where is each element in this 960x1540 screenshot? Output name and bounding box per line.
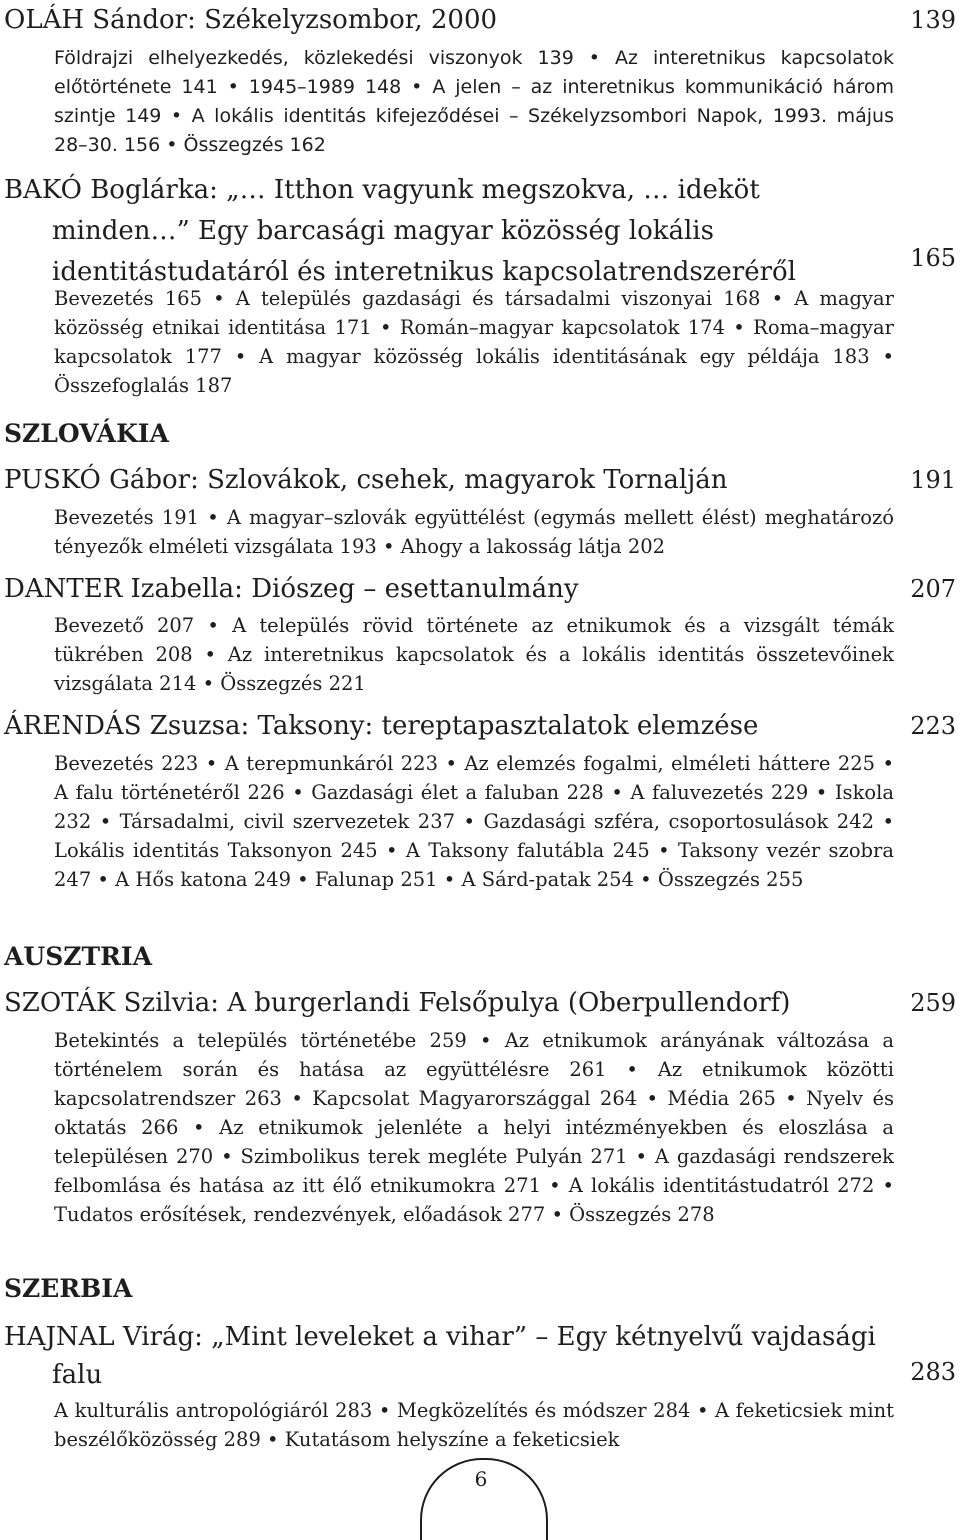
entry-summary: Betekintés a település történetébe 259 • Az etnikumok arányának változása a történelem során és hatása az együttélésre 261 • Az etnikumok közötti kapcsolatrendszer 263 • Kapcsolat Magyarországgal 264 • Média 265 • Nyelv és oktatás 266 • Az etnikumok jelenléte a helyi intézményekben és eloszlása a településen 270 • Szimbolikus terek megléte Pulyán 271 • A gazdasági rendszerek felbomlása és hatása az itt élő etnikumokra 271 • A lokális identitástudatról 272 • Tudatos erősítések, rendezvények, előadások 277 • Összegzés 278: [54, 1029, 894, 1226]
entry-page-number: 259: [910, 989, 956, 1017]
page-number: 6: [474, 1467, 488, 1491]
entry-title[interactable]: [4, 1318, 894, 1394]
entry-page-number: 191: [910, 466, 956, 494]
entry-title[interactable]: PUSKÓ Gábor: Szlovákok, csehek, magyarok Tornalján: [4, 465, 728, 495]
entry-title-text: HAJNAL Virág: „Mint leveleket a vihar” – Egy kétnyelvű vajdasági falu: [4, 1322, 876, 1390]
entry-summary: A kulturális antropológiáról 283 • Megközelítés és módszer 284 • A feketicsiek mint beszélőközösség 289 • Kutatásom helyszíne a feketicsiek: [54, 1399, 894, 1451]
section-heading: AUSZTRIA: [4, 942, 152, 971]
entry-summary: Földrajzi elhelyezkedés, közlekedési viszonyok 139 • Az interetnikus kapcsolatok előtörténete 141 • 1945–1989 148 • A jelen – az interetnikus kommunikáció három szintje 149 • A lokális identitás kifejeződései – Székelyzsombori Napok, 1993. május 28–30. 156 • Összegzés 162: [54, 47, 894, 156]
entry-page-number: 165: [910, 244, 956, 272]
entry-title[interactable]: DANTER Izabella: Diószeg – esettanulmány: [4, 574, 579, 604]
entry-title[interactable]: OLÁH Sándor: Székelyzsombor, 2000: [4, 5, 498, 35]
entry-page-number: 283: [910, 1358, 956, 1386]
section-heading: SZLOVÁKIA: [4, 419, 169, 448]
entry-summary: Bevezetés 223 • A terepmunkáról 223 • Az elemzés fogalmi, elméleti háttere 225 • A falu történetéről 226 • Gazdasági élet a faluban 228 • A faluvezetés 229 • Iskola 232 • Társadalmi, civil szervezetek 237 • Gazdasági szféra, csoportosulások 242 • Lokális identitás Taksonyon 245 • A Taksony falutábla 245 • Taksony vezér szobra 247 • A Hős katona 249 • Falunap 251 • A Sárd-patak 254 • Összegzés 255: [54, 752, 894, 891]
entry-summary: Bevezetés 191 • A magyar–szlovák együttélést (egymás mellett élést) meghatározó tényezők elméleti vizsgálata 193 • Ahogy a lakosság látja 202: [54, 506, 894, 558]
entry-title-text: BAKÓ Boglárka: „… Itthon vagyunk megszokva, … ideköt minden…” Egy barcasági magyar közösség lokális identitástudatáról és interetnikus kapcsolatrendszeréről: [4, 175, 796, 287]
entry-page-number: 207: [910, 575, 956, 603]
section-heading: SZERBIA: [4, 1274, 133, 1303]
entry-title[interactable]: [4, 170, 894, 293]
entry-title[interactable]: ÁRENDÁS Zsuzsa: Taksony: tereptapasztalatok elemzése: [4, 711, 759, 741]
entry-summary: Bevezető 207 • A település rövid története az etnikumok és a vizsgált témák tükrében 208 • Az interetnikus kapcsolatok és a lokális identitás összetevőinek vizsgálata 214 • Összegzés 221: [54, 614, 894, 695]
entry-page-number: 223: [910, 712, 956, 740]
entry-title[interactable]: SZOTÁK Szilvia: A burgerlandi Felsőpulya (Oberpullendorf): [4, 988, 791, 1018]
entry-page-number: 139: [910, 6, 956, 34]
entry-summary: Bevezetés 165 • A település gazdasági és társadalmi viszonyai 168 • A magyar közösség etnikai identitása 171 • Román–magyar kapcsolatok 174 • Roma–magyar kapcsolatok 177 • A magyar közösség lokális identitásának egy példája 183 • Összefoglalás 187: [54, 287, 894, 397]
